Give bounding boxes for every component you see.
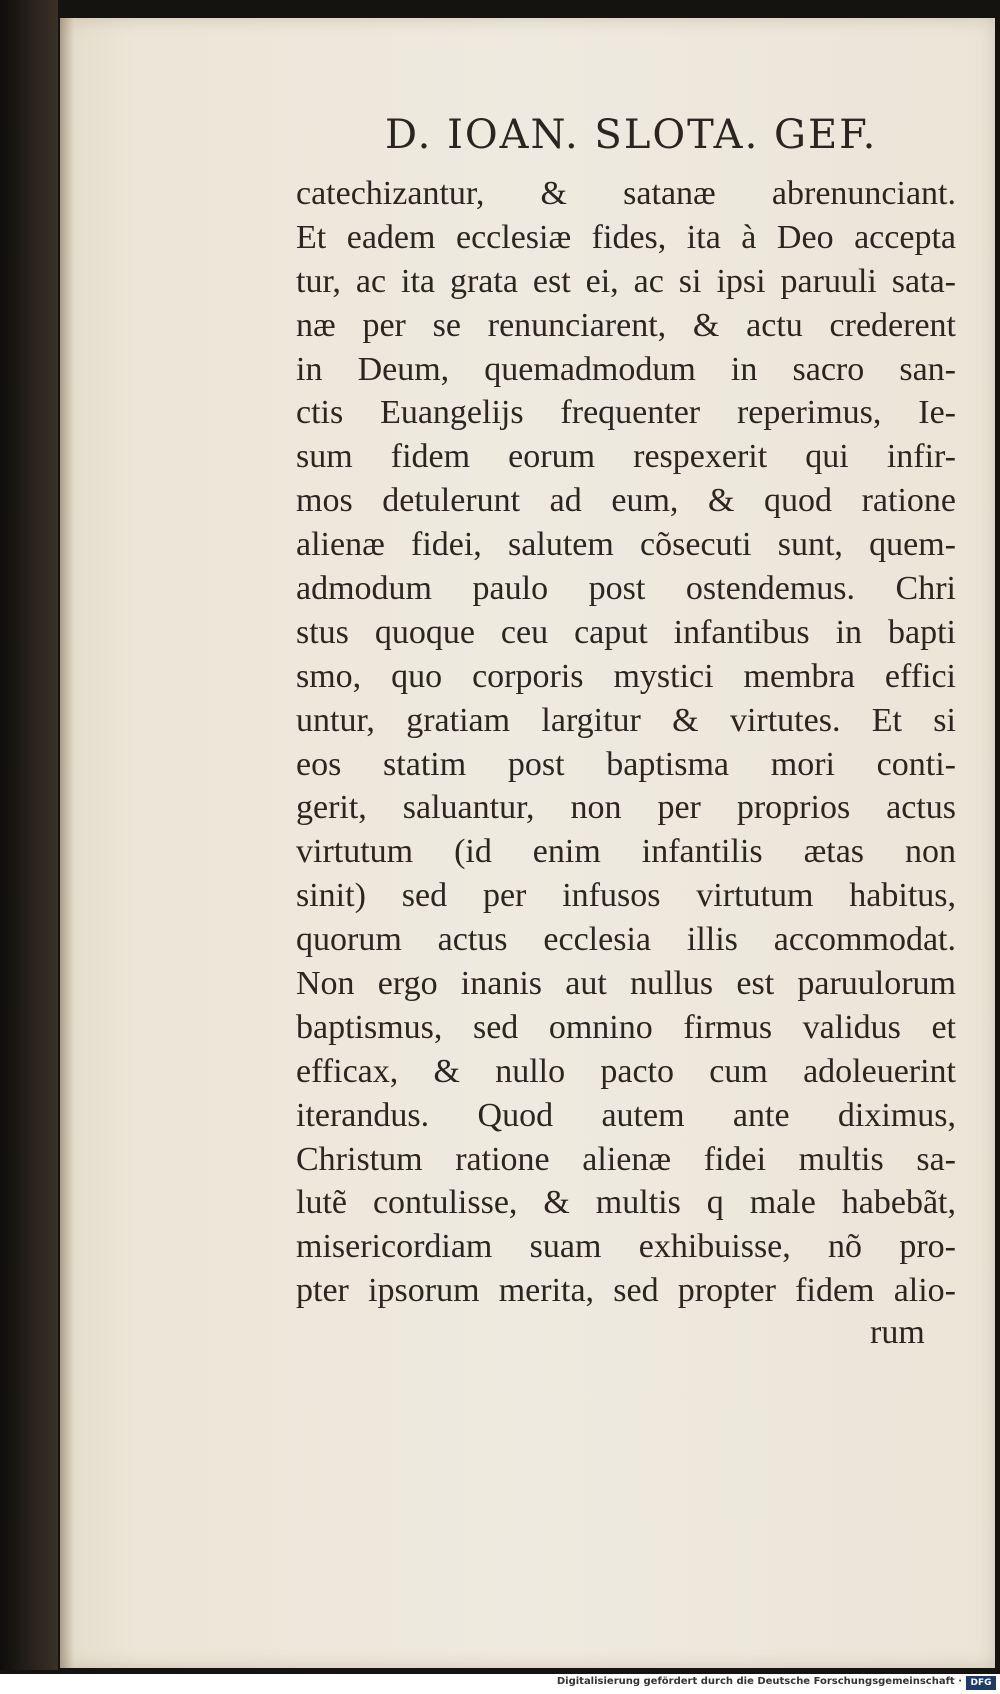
text-line: sinit) sed per infusos virtutum habitus, (296, 877, 956, 915)
text-line: ctis Euangelijs frequenter reperimus, Ie- (296, 394, 956, 432)
text-line: catechizantur, & satanæ abrenunciant. (296, 175, 956, 212)
text-line: quorum actus ecclesia illis accommodat. (296, 921, 956, 959)
text-line: in Deum, quemadmodum in sacro san- (296, 350, 956, 388)
text-line: sum fidem eorum respexerit qui infir- (296, 438, 956, 476)
text-line: iterandus. Quod autem ante diximus, (296, 1096, 956, 1134)
text-line: mos detulerunt ad eum, & quod ratione (296, 482, 956, 520)
text-line: Christum ratione alienæ fidei multis sa- (296, 1140, 956, 1178)
funding-credit: Digitalisierung gefördert durch die Deutsche Forschungsgemeinschaft · (556, 1676, 962, 1687)
text-line: stus quoque ceu caput infantibus in bapti (296, 613, 956, 651)
text-line: gerit, saluantur, non per proprios actus (296, 789, 956, 827)
page-gutter-shadow (60, 18, 74, 1668)
text-line: untur, gratiam largitur & virtutes. Et si (296, 701, 956, 739)
catchword: rum (870, 1314, 925, 1351)
body-text (296, 172, 956, 1313)
text-line: alienæ fidei, salutem cõsecuti sunt, quem- (296, 526, 956, 564)
text-line: Et eadem ecclesiæ fides, ita à Deo accepta (296, 218, 956, 256)
text-line: efficax, & nullo pacto cum adoleuerint (296, 1052, 956, 1090)
running-header: D. IOAN. SLOTA. GEF. (385, 112, 878, 158)
text-line: lutẽ contulisse, & multis q male habebãt, (296, 1184, 956, 1222)
text-line: misericordiam suam exhibuisse, nõ pro- (296, 1228, 956, 1266)
text-line: Non ergo inanis aut nullus est paruulorum (296, 965, 956, 1003)
text-line: virtutum (id enim infantilis ætas non (296, 833, 956, 871)
text-line: næ per se renunciarent, & actu crederent (296, 306, 956, 344)
text-line: admodum paulo post ostendemus. Chri (296, 570, 956, 608)
text-line: eos statim post baptisma mori conti- (296, 745, 956, 783)
text-line: pter ipsorum merita, sed propter fidem alio- (296, 1272, 956, 1310)
book-binding-edge (0, 0, 58, 1670)
text-line: tur, ac ita grata est ei, ac si ipsi paruuli sata- (296, 262, 956, 300)
text-line: smo, quo corporis mystici membra effici (296, 657, 956, 695)
dfg-logo: DFG (966, 1676, 996, 1690)
text-line: baptismus, sed omnino firmus validus et (296, 1008, 956, 1046)
digitization-footer (0, 1674, 1000, 1694)
